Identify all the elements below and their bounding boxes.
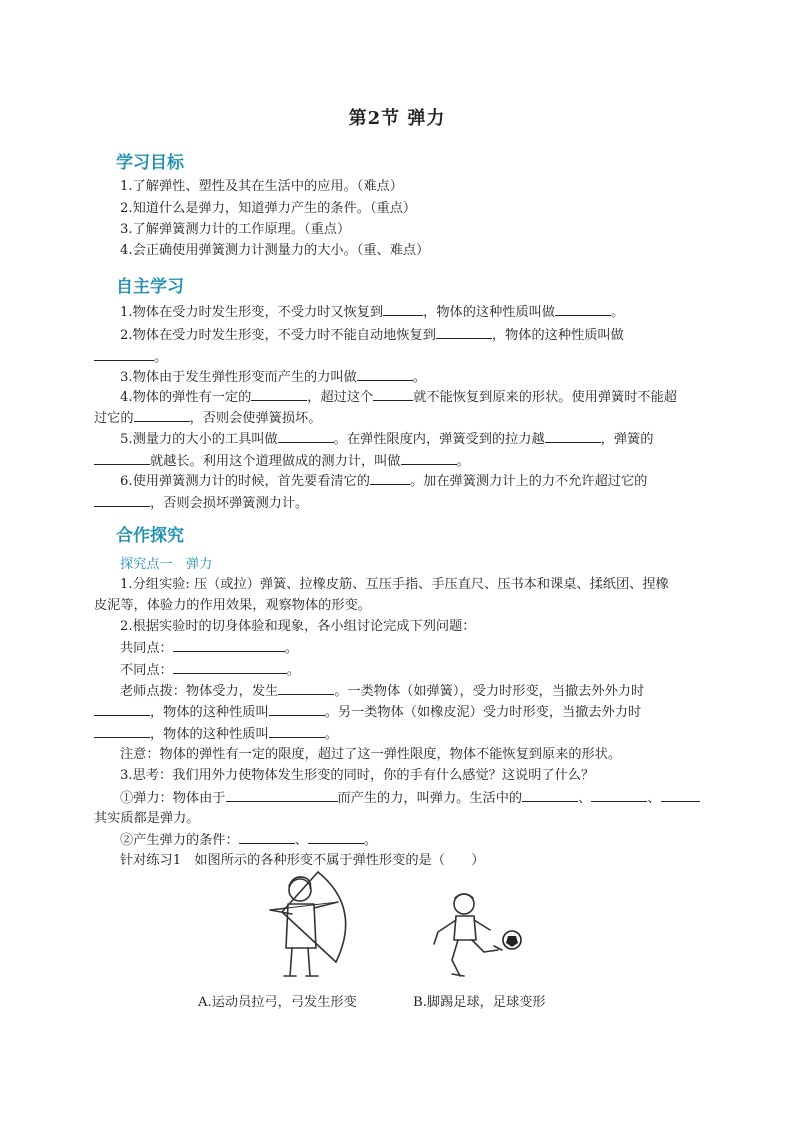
question-4-cont: 过它的 ，否则会使弹簧损坏。 [94,407,700,430]
goal-item: 3.了解弹簧测力计的工作原理。（重点） [120,222,351,237]
figure-caption-a: A.运动员拉弓，弓发生形变 [198,995,357,1010]
paragraph: 皮泥等，体验力的作用效果，观察物体的形变。 [94,598,371,613]
elastic-force-conditions: ②产生弹力的条件： 、 。 [94,829,700,852]
question-4: 4.物体的弹性有一定的 ，超过这个 就不能恢复到原来的形状。使用弹簧时不能超 [94,386,700,409]
practice-question: 针对练习1 如图所示的各种形变不属于弹性形变的是（ ） [120,853,485,868]
paragraph: 1.分组实验: 压（或拉）弹簧、拉橡皮筋、互压手指、手压直尺、压书本和课桌、揉纸团、捏橡 [120,577,669,592]
goal-item: 1.了解弹性、塑性及其在生活中的应用。（难点） [120,179,403,194]
teacher-tip-cont: ，物体的这种性质叫 。另一类物体（如橡皮泥）受力时形变，当撤去外力时 [94,701,700,724]
question-1: 1.物体在受力时发生形变，不受力时又恢复到 ，物体的这种性质叫做 。 [94,301,700,324]
archer-illustration [258,868,368,980]
teacher-tip-cont: ，物体的这种性质叫 。 [94,723,700,746]
question-6: 6.使用弹簧测力计的时候，首先要看清它的 。加在弹簧测力计上的力不允许超过它的 [94,470,700,493]
elastic-force-definition-cont: 其实质都是弹力。 [94,811,200,826]
section-heading-self-study: 自主学习 [116,277,184,297]
paragraph: 2.根据实验时的切身体验和现象，各小组讨论完成下列问题： [120,619,476,634]
goal-item: 4.会正确使用弹簧测力计测量力的大小。（重、难点） [120,243,430,258]
think-question: 3.思考：我们用外力使物体发生形变的同时，你的手有什么感觉？这说明了什么？ [120,768,595,783]
elastic-force-definition: ①弹力：物体由于 而产生的力，叫弹力。生活中的 、 、 [94,787,700,810]
common-points: 共同点： 。 [94,637,700,660]
different-points: 不同点： 。 [94,659,700,682]
section-heading-goals: 学习目标 [116,153,184,173]
subsection-title: 探究点一 弹力 [120,557,213,572]
question-6-cont: ，否则会损坏弹簧测力计。 [94,492,700,515]
goal-item: 2.知道什么是弹力，知道弹力产生的条件。（重点） [120,201,417,216]
page-title: 第2节 弹力 [348,108,446,129]
section-heading-coop: 合作探究 [116,526,184,546]
question-5-cont: 就越长。利用这个道理做成的测力计，叫做 。 [94,450,700,473]
figure-caption-b: B.脚踢足球，足球变形 [413,995,546,1010]
question-3: 3.物体由于发生弹性形变而产生的力叫做 。 [94,366,700,389]
football-kick-illustration [428,888,528,980]
question-2: 2.物体在受力时发生形变，不受力时不能自动地恢复到 ，物体的这种性质叫做 [94,324,700,347]
teacher-tip: 老师点拨：物体受力，发生 。一类物体（如弹簧），受力时形变，当撤去外外力时 [94,680,700,703]
note: 注意：物体的弹性有一定的限度，超过了这一弹性限度，物体不能恢复到原来的形状。 [120,747,622,762]
question-2-cont: 。 [94,346,700,369]
question-5: 5.测量力的大小的工具叫做 。在弹性限度内，弹簧受到的拉力越 ，弹簧的 [94,428,700,451]
